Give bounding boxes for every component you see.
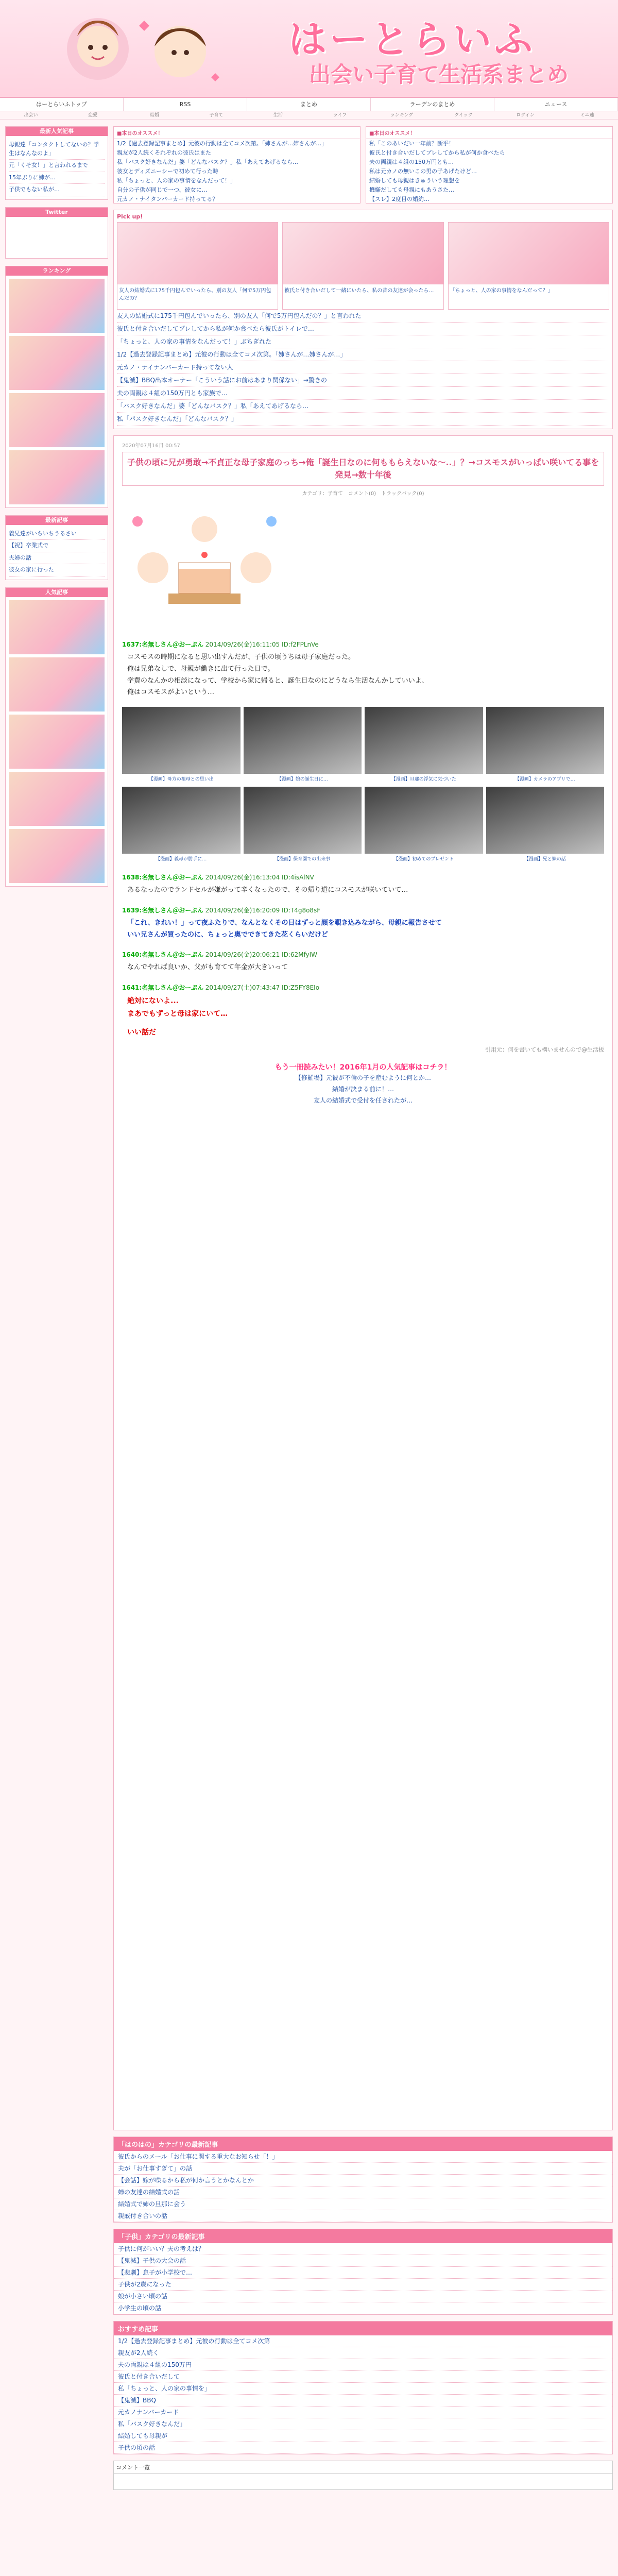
pickup-cards <box>117 222 609 310</box>
recommend-right <box>366 126 613 204</box>
ranking-thumb[interactable] <box>9 336 105 390</box>
list-item[interactable]: 1/2【過去登録記事まとめ】元彼の行動は全てコメ次第 <box>114 2335 612 2347</box>
list-item[interactable]: 元「くそ女！」と言われるまで <box>9 160 105 172</box>
comic-image <box>122 787 241 854</box>
post-header <box>122 906 604 914</box>
comment-form <box>113 2461 613 2490</box>
pickup-card-title: 彼氏と付き合いだして一緒にいたら、私の昔の友達が会ったら… <box>284 288 434 294</box>
popular-thumb[interactable] <box>9 657 105 711</box>
list-item[interactable]: 1/2【過去登録記事まとめ】元彼の行動は全てコメ次第。「姉さんが…姉さんが…」 <box>117 348 609 361</box>
post-time: 2014/09/26(金)16:20:09 ID:T4g8o8sF <box>205 906 321 914</box>
list-item[interactable]: 彼氏と付き合いだして <box>114 2371 612 2383</box>
list-item[interactable]: 親友が2人続くそれぞれの彼氏はまた <box>117 149 211 156</box>
post-header <box>122 983 604 992</box>
list-item[interactable]: 結婚しても母親はきゅういう理想を <box>369 177 460 184</box>
subnav-item[interactable]: ランキング <box>390 113 414 118</box>
highlight-text: いい話だ <box>127 1028 156 1037</box>
comic-card[interactable] <box>365 787 483 863</box>
comic-card[interactable] <box>122 787 241 863</box>
list-item[interactable]: 娘が小さい頃の話 <box>114 2291 612 2302</box>
article <box>113 435 613 2130</box>
latest-list <box>6 525 108 580</box>
list-item[interactable]: 【祝】卒業式で <box>9 540 105 552</box>
list-item[interactable]: 私「ちょっと、人の家の事情をなんだって！」 <box>117 177 236 184</box>
post-author: 1639:名無しさん＠おーぷん <box>122 906 203 914</box>
post-time: 2014/09/26(金)16:11:05 ID:f2FPLnVe <box>205 641 319 648</box>
comment-header: コメント一覧 <box>114 2461 612 2474</box>
recommend-right-list <box>366 139 612 204</box>
main-content <box>113 126 613 2490</box>
section-title: 「はのはの」カテゴリの最新記事 <box>114 2137 612 2151</box>
list-item[interactable]: 子供が2歳になった <box>114 2279 612 2291</box>
section-list <box>114 2151 612 2222</box>
post-body: コスモスの時期になると思い出すんだが、子供の頃うちは母子家庭だった。 俺は兄弟なしで、母親が働きに出て行った日で。 学費のなんかの相談になって、学校から家に帰ると、誕生日なのにどうなら生活なんかしていいよ、 俺はコスモスがよいという… <box>127 653 428 697</box>
recommend-left-title: ■本日のオススメ！ <box>114 127 360 139</box>
list-item[interactable]: 友人の結婚式に175千円包んでいったら、別の友人「何で5万円包んだの？」と言われた <box>117 310 609 323</box>
nav-item-home[interactable]: はーとらいふトップ <box>0 98 124 111</box>
list-item[interactable]: 結婚しても母親が <box>114 2430 612 2442</box>
list-item[interactable]: 私「バスク好きなんだ」 <box>114 2418 612 2430</box>
popular-thumb[interactable] <box>9 772 105 826</box>
global-nav <box>0 98 618 111</box>
list-item[interactable]: 夫の両親は４組の150万円とも家族で… <box>117 387 609 400</box>
comic-card[interactable] <box>486 787 605 863</box>
pickup-card[interactable] <box>448 222 609 310</box>
comic-card[interactable] <box>244 787 362 863</box>
pickup-image <box>283 223 443 284</box>
comic-title: 【漫画】保育園での出来事 <box>274 857 331 862</box>
comic-image <box>486 787 605 854</box>
left-sidebar <box>5 126 108 894</box>
recommend-section <box>113 126 613 204</box>
list-item[interactable]: 夫の両親は４組の150万円 <box>114 2359 612 2371</box>
comic-image <box>486 707 605 774</box>
section-list <box>114 2335 612 2454</box>
recommend-right-title: ■本日のオススメ！ <box>366 127 612 139</box>
list-item[interactable]: 夫婦の話 <box>9 552 105 565</box>
list-item[interactable]: 【スレ】2度目の婚約… <box>369 196 430 202</box>
post-author: 1638:名無しさん＠おーぷん <box>122 874 203 881</box>
header-illustration <box>57 5 242 93</box>
list-item[interactable]: 姉の友達の結婚式の話 <box>114 2187 612 2198</box>
popular-thumb[interactable] <box>9 715 105 769</box>
list-item[interactable]: 【修羅場】元彼が不倫の子を産むように何とか… <box>295 1074 431 1081</box>
popular-thumb[interactable] <box>9 600 105 654</box>
list-item[interactable]: 【鬼滅】BBQ出本オーナー「こういう話にお前はあまり関係ない」→驚きの <box>117 374 609 387</box>
popular-box <box>5 126 108 200</box>
popular-list <box>6 136 108 199</box>
comic-title: 【漫画】兄と妹の話 <box>524 857 566 862</box>
list-item[interactable]: 夫が「お仕事すぎて」の話 <box>114 2163 612 2175</box>
recommended-section <box>113 2321 613 2454</box>
post-body: あるなったのでランドセルが嫌がって辛くなったので、その帰り道にコスモスが咲いていて… <box>127 886 408 894</box>
pickup-list <box>117 310 609 426</box>
list-item[interactable]: 【鬼滅】BBQ <box>114 2395 612 2406</box>
comic-title: 【漫画】カメラのアプリで… <box>514 777 575 782</box>
post-author: 1641:名無しさん＠おーぷん <box>122 984 203 991</box>
post-time: 2014/09/27(土)07:43:47 ID:Z5FY8EIo <box>205 984 320 991</box>
post-body: 「これ、きれい！」って夜ふたりで、なんとなくその日はずっと顔を覗き込みながら、母親に報告させて いい兄さんが買ったのに、ちょっと奥でできてきた花くらいだけど <box>127 919 442 939</box>
nav-item-raden[interactable]: ラーデンのまとめ <box>371 98 494 111</box>
pickup-image <box>117 223 278 284</box>
list-item[interactable]: 1/2【過去登録記事まとめ】元彼の行動は全てコメ次第。「姉さんが…姉さんが…」 <box>117 140 328 147</box>
list-item[interactable]: 「バスク好きなんだ」婆「どんなバスク？」私「あえてあげるなら… <box>117 400 609 413</box>
pickup-card[interactable] <box>282 222 443 310</box>
comment-input[interactable] <box>114 2474 612 2489</box>
list-item[interactable]: 子供に何がいい？夫の考えは？ <box>114 2243 612 2255</box>
comic-image <box>244 707 362 774</box>
popular-images-box <box>5 587 108 887</box>
popular-thumb[interactable] <box>9 829 105 883</box>
comic-image <box>122 707 241 774</box>
list-item[interactable]: 親友が2人続く <box>114 2347 612 2359</box>
list-item[interactable]: 私「パスク好きなんだ」「どんなバスク？」 <box>117 413 609 426</box>
comic-grid <box>122 707 604 863</box>
pickup-card-title: 友人の結婚式に175千円包んでいったら、別の友人「何で5万円包んだの？ <box>119 288 271 301</box>
twitter-box <box>5 207 108 259</box>
pickup-card[interactable] <box>117 222 278 310</box>
list-item[interactable]: 結婚式で姉の旦那に会う <box>114 2198 612 2210</box>
list-item[interactable]: 私「ちょっと、人の家の事情を」 <box>114 2383 612 2395</box>
recommend-left <box>113 126 360 204</box>
post-header <box>122 873 604 882</box>
subnav-item[interactable]: 出会い <box>24 113 38 118</box>
post-time: 2014/09/26(金)20:06:21 ID:62MfyIW <box>205 951 317 959</box>
related-title: もう一冊読みたい！2016年1月の人気記事はコチラ！ <box>274 1063 452 1072</box>
post-author: 1640:名無しさん＠おーぷん <box>122 951 203 959</box>
category-section-2 <box>113 2229 613 2315</box>
list-item[interactable]: 子供でもない私が… <box>9 184 105 196</box>
list-item[interactable]: 友人の結婚式で受付を任されたが… <box>313 1096 413 1104</box>
site-title[interactable]: はーとらいふ <box>288 18 536 62</box>
list-item[interactable]: 自分の子供が同じで一つ、彼女に… <box>117 187 208 193</box>
subnav-item[interactable]: ログイン <box>516 113 535 118</box>
list-item[interactable]: 彼氏と付き合いだしてプレしてから私が何か食べたら <box>369 149 505 156</box>
ranking-thumb[interactable] <box>9 393 105 447</box>
list-item[interactable]: 結婚が決まる前に！… <box>332 1085 394 1093</box>
list-item[interactable]: 義兄達がいちいちうるさい <box>9 528 105 540</box>
comic-title: 【漫画】娘の誕生日に… <box>277 777 328 782</box>
nav-item-rss[interactable]: RSS <box>124 98 247 111</box>
list-item[interactable]: 小学生の頃の話 <box>114 2302 612 2314</box>
list-item[interactable]: 彼女の家に行った <box>9 564 105 577</box>
section-title: 「子供」カテゴリの最新記事 <box>114 2229 612 2243</box>
subnav-item[interactable]: 恋愛 <box>88 113 97 118</box>
list-item[interactable]: 私「このあいだい一年前？断乎！ <box>369 140 454 147</box>
post-header <box>122 640 604 649</box>
comic-card[interactable] <box>122 707 241 784</box>
list-item[interactable]: 彼氏と付き合いだしてプレしてから私が何か食べたら彼氏がトイレで… <box>117 323 609 335</box>
section-list <box>114 2243 612 2314</box>
birthday-illustration <box>122 506 287 619</box>
list-item[interactable]: 【悲劇】息子が小学校で… <box>114 2267 612 2279</box>
related-list <box>122 1072 604 1106</box>
list-item[interactable]: 【鬼滅】子供の大会の話 <box>114 2255 612 2267</box>
comic-title: 【漫画】旦那の浮気に気づいた <box>391 777 456 782</box>
category-section-1 <box>113 2137 613 2223</box>
list-item[interactable]: 元カノ・ナイタンバーカード持ってる？ <box>117 196 218 202</box>
list-item[interactable]: 母親達「コンタクトしてないの？学生はなんなのよ」 <box>9 139 105 160</box>
comic-card[interactable] <box>244 707 362 784</box>
nav-item-matome[interactable]: まとめ <box>247 98 371 111</box>
latest-box <box>5 515 108 580</box>
sub-nav <box>0 111 618 120</box>
subnav-item[interactable]: クイック <box>454 113 473 118</box>
list-item[interactable]: 子供の頃の話 <box>114 2442 612 2454</box>
comic-card[interactable] <box>486 707 605 784</box>
list-item[interactable]: 【会話】嫁が喋るから私が何か言うとかなんとか <box>114 2175 612 2187</box>
post-body: 絶対にないよ... まあでもずっと母は家にいて… <box>127 997 228 1018</box>
site-subtitle: 出会い子育て生活系まとめ <box>309 62 569 87</box>
comic-title: 【漫画】初めてのプレゼント <box>393 857 454 862</box>
section-title: おすすめ記事 <box>114 2321 612 2335</box>
subnav-item[interactable]: ライフ <box>333 113 347 118</box>
subnav-item[interactable]: 生活 <box>273 113 283 118</box>
pickup-image <box>449 223 609 284</box>
ranking-thumb[interactable] <box>9 450 105 504</box>
nav-item-news[interactable]: ニュース <box>494 98 618 111</box>
popular-box-title: 最新人気記事 <box>6 127 108 136</box>
post-author: 1637:名無しさん＠おーぷん <box>122 641 203 648</box>
comic-image <box>365 787 483 854</box>
list-item[interactable]: 彼氏からのメール「お仕事に関する重大なお知らせ「！」 <box>114 2151 612 2163</box>
twitter-box-title: Twitter <box>6 208 108 217</box>
source-credit[interactable]: 引用元：何を書いても構いませんので@生活板 <box>485 1046 604 1053</box>
ranking-box <box>5 266 108 508</box>
list-item[interactable]: 元カノ・ナイナンバーカード持ってない人 <box>117 361 609 374</box>
popular-images-title: 人気記事 <box>6 588 108 597</box>
latest-box-title: 最新記事 <box>6 516 108 525</box>
subnav-item[interactable]: ミニ速 <box>580 113 594 118</box>
list-item[interactable]: 私「バスク好きなんだ」婆「どんなバスク？」私「あえてあげるなら… <box>117 159 298 165</box>
list-item[interactable]: 機嫌だしても母親にもあうさた… <box>369 187 454 193</box>
subnav-item[interactable]: 結婚 <box>149 113 159 118</box>
list-item[interactable]: 「ちょっと、人の家の事情をなんだって！」ぶちぎれた <box>117 335 609 348</box>
comic-image <box>365 707 483 774</box>
recommend-left-list <box>114 139 360 204</box>
post-header <box>122 950 604 959</box>
comic-image <box>244 787 362 854</box>
list-item[interactable]: 親戚付き合いの話 <box>114 2210 612 2222</box>
list-item[interactable]: 元カノナンバーカード <box>114 2406 612 2418</box>
list-item[interactable]: 15年ぶりに姉が… <box>9 172 105 184</box>
comic-title: 【漫画】義母が勝手に… <box>156 857 207 862</box>
pickup-section <box>113 210 613 429</box>
article-date: 2020年07月16日 00:57 <box>122 443 180 449</box>
ranking-thumb[interactable] <box>9 279 105 333</box>
pickup-card-title: 「ちょっと、人の家の事情をなんだって？」 <box>450 288 553 294</box>
subnav-item[interactable]: 子育て <box>209 113 224 118</box>
article-title: 子供の頃に兄が勇敢→不貞正な母子家庭のっち→俺「誕生日なのに何ももらえないな～..」？→コスモスがいっぱい咲いてる事を発見→数十年後 <box>122 452 604 486</box>
list-item[interactable]: 夫の両親は４組の150万円とも… <box>369 159 454 165</box>
list-item[interactable]: 私は元カノの無いこの男の子あげたけど… <box>369 168 477 175</box>
article-meta: カテゴリ：子育て コメント(0) トラックバック(0) <box>302 491 424 497</box>
site-header <box>0 0 618 98</box>
ranking-box-title: ランキング <box>6 266 108 276</box>
comic-title: 【漫画】母方の祖母との思い出 <box>148 777 214 782</box>
post-body: なんでやれば良いか、父がも育てて年金が大きいって <box>127 963 288 972</box>
comic-card[interactable] <box>365 707 483 784</box>
twitter-feed <box>6 217 108 258</box>
pickup-label: Pick up! <box>117 213 143 220</box>
post-time: 2014/09/26(金)16:13:04 ID:4isAlNV <box>205 874 314 881</box>
list-item[interactable]: 彼女とディズニーシーで初めて行った時 <box>117 168 218 175</box>
